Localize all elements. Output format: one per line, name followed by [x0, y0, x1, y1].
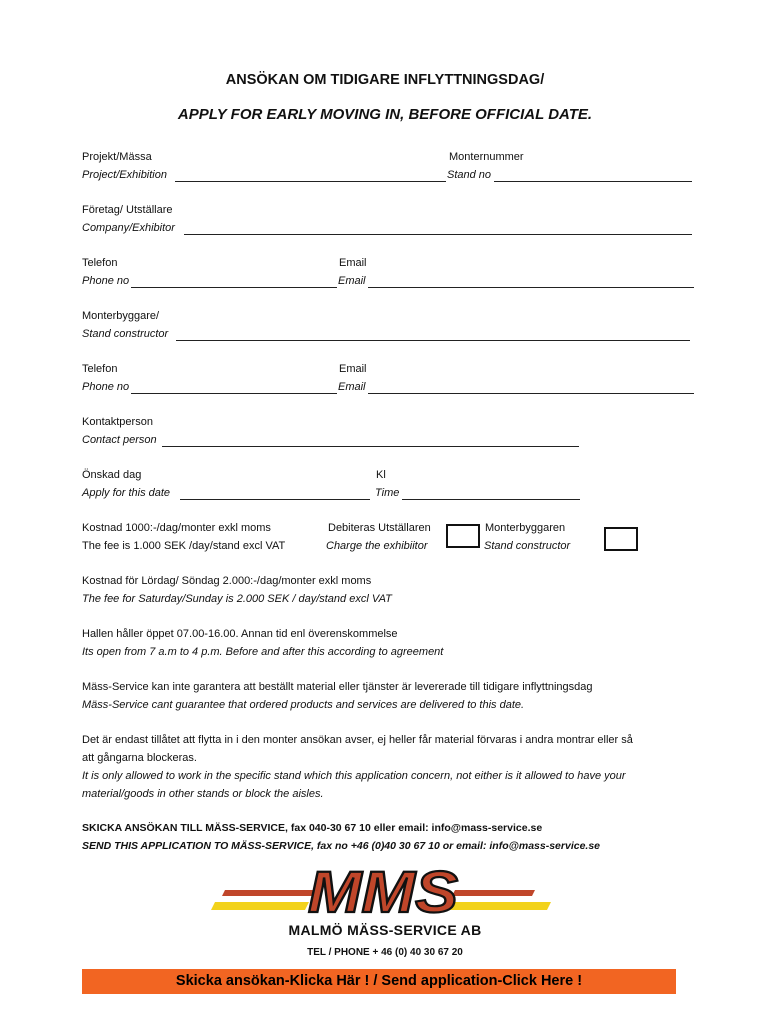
project-field[interactable] — [175, 181, 446, 182]
title-english: APPLY FOR EARLY MOVING IN, BEFORE OFFICIAL DATE. — [177, 106, 593, 123]
guarantee-en: Mäss-Service cant guarantee that ordered products and services are delivered to this date. — [82, 699, 525, 711]
email1-label-en: Email — [338, 275, 366, 287]
charge-exhibitor-label-en: Charge the exhibiitor — [326, 540, 428, 552]
date-label-en: Apply for this date — [82, 487, 171, 499]
phone1-field[interactable] — [131, 287, 337, 288]
allowed-sv-line2: att gångarna blockeras. — [82, 752, 197, 764]
fee-label-en: The fee is 1.000 SEK /day/stand excl VAT — [82, 540, 286, 552]
company-name: MALMÖ MÄSS-SERVICE AB — [288, 922, 482, 938]
stand-label-sv: Monternummer — [449, 151, 524, 163]
hours-sv: Hallen håller öppet 07.00-16.00. Annan tid enl överenskommelse — [82, 628, 398, 640]
contact-label-en: Contact person — [82, 434, 157, 446]
allowed-en-line1: It is only allowed to work in the specific stand which this application concern, not either is it allowed to have your — [82, 770, 626, 782]
title-swedish: ANSÖKAN OM TIDIGARE INFLYTTNINGSDAG/ — [225, 72, 545, 88]
date-field[interactable] — [180, 499, 370, 500]
send-instruction-sv: SKICKA ANSÖKAN TILL MÄSS-SERVICE, fax 040-30 67 10 eller email: info@mass-service.se — [82, 822, 543, 834]
phone2-field[interactable] — [131, 393, 337, 394]
charge-constructor-label-sv: Monterbyggaren — [485, 522, 566, 534]
phone2-label-en: Phone no — [82, 381, 130, 393]
email2-label-sv: Email — [339, 363, 367, 375]
company-field[interactable] — [184, 234, 692, 235]
hours-en: Its open from 7 a.m to 4 p.m. Before and after this according to agreement — [82, 646, 444, 658]
email2-field[interactable] — [368, 393, 694, 394]
project-label-sv: Projekt/Mässa — [82, 151, 152, 163]
email2-label-en: Email — [338, 381, 366, 393]
logo-letters: MMS — [308, 862, 459, 922]
date-label-sv: Önskad dag — [82, 469, 142, 481]
time-label-sv: Kl — [376, 469, 386, 481]
contact-label-sv: Kontaktperson — [82, 416, 153, 428]
contact-field[interactable] — [162, 446, 579, 447]
fee-label-sv: Kostnad 1000:-/dag/monter exkl moms — [82, 522, 271, 534]
stand-field[interactable] — [494, 181, 692, 182]
time-field[interactable] — [402, 499, 580, 500]
charge-constructor-label-en: Stand constructor — [484, 540, 571, 552]
phone2-label-sv: Telefon — [82, 363, 118, 375]
constructor-label-en: Stand constructor — [82, 328, 169, 340]
charge-exhibitor-checkbox[interactable] — [446, 524, 480, 548]
mms-logo — [205, 862, 555, 922]
stand-label-en: Stand no — [447, 169, 492, 181]
company-phone: TEL / PHONE + 46 (0) 40 30 67 20 — [307, 947, 463, 958]
weekend-fee-sv: Kostnad för Lördag/ Söndag 2.000:-/dag/monter exkl moms — [82, 575, 372, 587]
company-label-en: Company/Exhibitor — [82, 222, 175, 234]
time-label-en: Time — [375, 487, 400, 499]
weekend-fee-en: The fee for Saturday/Sunday is 2.000 SEK / day/stand excl VAT — [82, 593, 392, 605]
email1-label-sv: Email — [339, 257, 367, 269]
constructor-label-sv: Monterbyggare/ — [82, 310, 160, 322]
charge-constructor-checkbox[interactable] — [604, 527, 638, 551]
constructor-field[interactable] — [176, 340, 690, 341]
charge-exhibitor-label-sv: Debiteras Utställaren — [328, 522, 431, 534]
company-label-sv: Företag/ Utställare — [82, 204, 173, 216]
allowed-en-line2: material/goods in other stands or block the aisles. — [82, 788, 324, 800]
phone1-label-en: Phone no — [82, 275, 130, 287]
project-label-en: Project/Exhibition — [82, 169, 167, 181]
email1-field[interactable] — [368, 287, 694, 288]
allowed-sv-line1: Det är endast tillåtet att flytta in i den monter ansökan avser, ej heller får material förvaras i andra montrar eller så — [82, 734, 633, 746]
guarantee-sv: Mäss-Service kan inte garantera att beställt material eller tjänster är levererade till tidigare inflyttningsdag — [82, 681, 593, 693]
phone1-label-sv: Telefon — [82, 257, 118, 269]
send-application-button[interactable]: Skicka ansökan-Klicka Här ! / Send application-Click Here ! — [82, 969, 676, 994]
send-instruction-en: SEND THIS APPLICATION TO MÄSS-SERVICE, fax no +46 (0)40 30 67 10 or email: info@mass-service.se — [82, 840, 601, 852]
